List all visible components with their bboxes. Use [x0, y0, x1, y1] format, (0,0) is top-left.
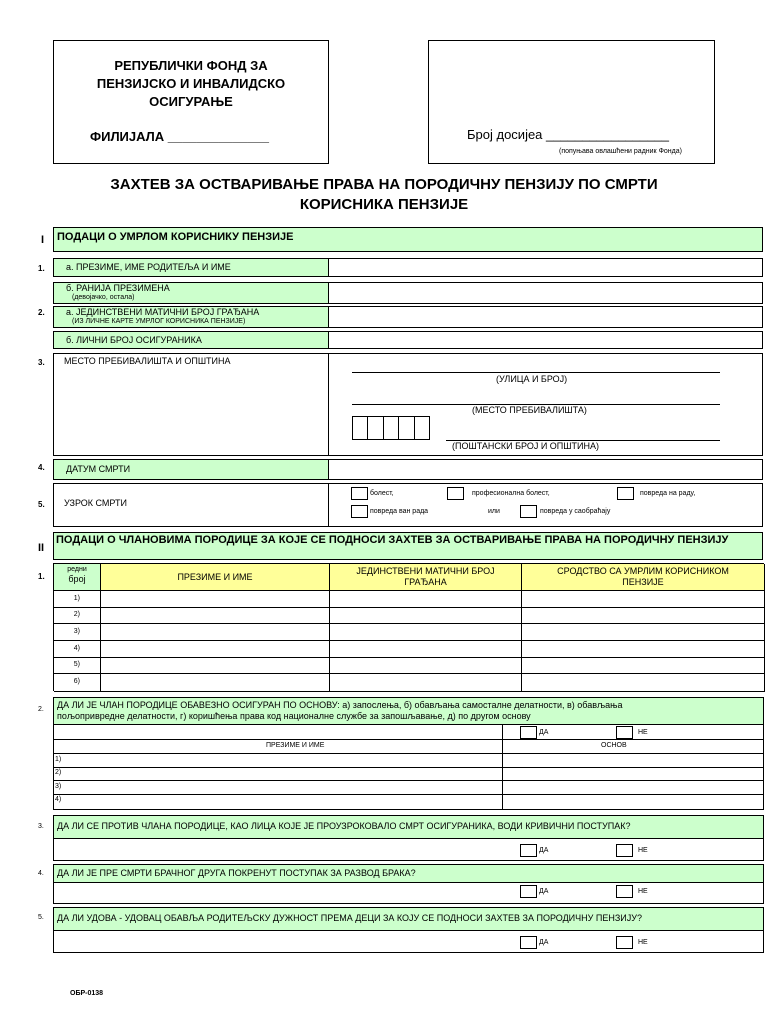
table-row-number: [54, 591, 101, 608]
q2-divider: [54, 739, 763, 740]
dossier-number-field[interactable]: Број досијеа _________________: [467, 127, 669, 142]
section2-item-number-5: 5.: [38, 914, 44, 921]
label-surname-parent-name-text: а. ПРЕЗИМЕ, ИМЕ РОДИТЕЉА И ИМЕ: [66, 262, 231, 272]
criminal-question-text: ДА ЛИ СЕ ПРОТИВ ЧЛАНА ПОРОДИЦЕ, КАО ЛИЦА КОЈЕ ЈЕ ПРОУЗРОКОВАЛО СМРТ ОСИГУРАНИКА, ВОДИ КРИВИЧНИ ПОСТУПАК?: [57, 821, 631, 831]
postal-caption: (ПОШТАНСКИ БРОЈ И ОПШТИНА): [452, 441, 599, 451]
branch-field[interactable]: ФИЛИЈАЛА ______________: [90, 129, 270, 144]
col-header-jmbg-line2: ГРАЂАНА: [404, 577, 447, 587]
row-label: 3): [73, 628, 80, 635]
q2-row-line: [54, 753, 763, 754]
checkbox-illness[interactable]: [351, 487, 368, 500]
item-number-2: 2.: [38, 308, 45, 317]
divorce-question-header: [54, 865, 763, 883]
q4-yes-checkbox[interactable]: [520, 885, 537, 898]
row-label: 6): [73, 678, 80, 685]
q3-no-label: НЕ: [638, 847, 648, 854]
section2-item-number-3: 3.: [38, 823, 44, 830]
q2-no-label: НЕ: [638, 729, 648, 736]
divorce-question-block: [53, 864, 764, 904]
table-row-number: [54, 674, 101, 692]
label-date-of-death-text: ДАТУМ СМРТИ: [66, 464, 131, 474]
item-number-5: 5.: [38, 500, 45, 509]
postal-code-boxes[interactable]: [352, 416, 430, 440]
section1-heading: [53, 227, 763, 252]
table-row-number: [54, 624, 101, 641]
table-cell-jmbg[interactable]: [330, 674, 522, 692]
divorce-question-text: ДА ЛИ ЈЕ ПРЕ СМРТИ БРАЧНОГ ДРУГА ПОКРЕНУТ ПОСТУПАК ЗА РАЗВОД БРАКА?: [57, 868, 416, 878]
parental-question-header: [54, 908, 763, 931]
q5-yes-checkbox[interactable]: [520, 936, 537, 949]
cause-nonwork-injury-label: повреда ван рада: [370, 508, 429, 515]
q2-yes-label: ДА: [539, 729, 549, 736]
dossier-box: [428, 40, 715, 164]
parental-question-block: [53, 907, 764, 953]
section1-heading-text: ПОДАЦИ О УМРЛОМ КОРИСНИКУ ПЕНЗИЈЕ: [57, 231, 294, 243]
table-cell-relation[interactable]: [522, 608, 765, 624]
item-number-1: 1.: [38, 264, 45, 273]
table-cell-name[interactable]: [101, 591, 330, 608]
q2-col-basis: ОСНОВ: [601, 742, 627, 749]
section2-item-number-1: 1.: [38, 572, 45, 581]
form-title-line2: КОРИСНИКА ПЕНЗИЈЕ: [299, 196, 469, 213]
q3-no-checkbox[interactable]: [616, 844, 633, 857]
input-date-of-death[interactable]: [328, 459, 763, 480]
table-row-number: [54, 608, 101, 624]
label-date-of-death: [53, 459, 329, 480]
label-previous-surnames-text: б. РАНИЈА ПРЕЗИМЕНА: [66, 283, 170, 293]
col-header-no-line2: број: [68, 574, 86, 584]
col-header-jmbg-line1: ЈЕДИНСТВЕНИ МАТИЧНИ БРОЈ: [356, 566, 495, 576]
label-cause-of-death: УЗРОК СМРТИ: [64, 498, 127, 508]
cause-illness-label: болест,: [370, 490, 394, 497]
cause-divider: [328, 483, 329, 527]
street-caption: (УЛИЦА И БРОЈ): [496, 374, 568, 384]
table-cell-jmbg[interactable]: [330, 658, 522, 674]
q2-row-label: 4): [55, 796, 62, 803]
form-code: ОБР-0138: [70, 990, 104, 997]
checkbox-traffic-injury[interactable]: [520, 505, 537, 518]
section2-item-number-4: 4.: [38, 870, 44, 877]
table-cell-relation[interactable]: [522, 591, 765, 608]
place-caption: (МЕСТО ПРЕБИВАЛИШТА): [472, 405, 587, 415]
row-label: 1): [73, 595, 80, 602]
criminal-question-header: [54, 816, 763, 839]
table-cell-jmbg[interactable]: [330, 591, 522, 608]
section1-roman: I: [41, 234, 45, 246]
table-cell-name[interactable]: [101, 624, 330, 641]
row-label: 5): [73, 661, 80, 668]
insurance-question-block: [53, 697, 764, 810]
table-cell-jmbg[interactable]: [330, 641, 522, 658]
q2-row-label: 3): [55, 783, 62, 790]
col-header-name: [101, 564, 330, 591]
label-jmbg-note: (ИЗ ЛИЧНЕ КАРТЕ УМРЛОГ КОРИСНИКА ПЕНЗИЈЕ): [72, 318, 246, 325]
q5-no-label: НЕ: [638, 939, 648, 946]
row-label: 2): [73, 611, 80, 618]
cause-or-label: или: [488, 508, 500, 515]
item-number-4: 4.: [38, 463, 45, 472]
table-cell-jmbg[interactable]: [330, 624, 522, 641]
cause-occupational-label: професионална болест,: [472, 490, 550, 497]
row-label: 4): [73, 645, 80, 652]
table-row-number: [54, 641, 101, 658]
q3-yes-label: ДА: [539, 847, 549, 854]
col-header-no-line1: редни: [67, 566, 87, 573]
table-cell-relation[interactable]: [522, 674, 765, 692]
input-previous-surnames[interactable]: [328, 282, 763, 304]
label-previous-surnames-note: (девојачко, остала): [72, 294, 135, 301]
cause-traffic-label: повреда у саобраћају: [540, 508, 611, 515]
table-cell-name[interactable]: [101, 658, 330, 674]
q4-no-checkbox[interactable]: [616, 885, 633, 898]
checkbox-work-injury[interactable]: [617, 487, 634, 500]
fund-name-line1: РЕПУБЛИЧКИ ФОНД ЗА: [114, 58, 268, 73]
insurance-question-header: [54, 698, 763, 725]
checkbox-occupational-illness[interactable]: [447, 487, 464, 500]
q5-yes-label: ДА: [539, 939, 549, 946]
col-header-name-text: ПРЕЗИМЕ И ИМЕ: [177, 572, 253, 582]
label-previous-surnames: [53, 282, 329, 304]
section2-heading: [53, 532, 763, 560]
input-surname-parent-name[interactable]: [328, 258, 763, 277]
q4-yes-label: ДА: [539, 888, 549, 895]
input-personal-insured-number[interactable]: [328, 331, 763, 349]
label-personal-insured-number: [53, 331, 329, 349]
col-header-relation-line2: ПЕНЗИЈЕ: [622, 577, 664, 587]
street-line[interactable]: [352, 372, 720, 373]
fund-name-line2: ПЕНЗИЈСКО И ИНВАЛИДСКО: [96, 76, 286, 91]
label-surname-parent-name: [53, 258, 329, 277]
col-header-relation-line1: СРОДСТВО СА УМРЛИМ КОРИСНИКОМ: [557, 566, 729, 576]
section2-heading-text: ПОДАЦИ О ЧЛАНОВИМА ПОРОДИЦЕ ЗА КОЈЕ СЕ ПОДНОСИ ЗАХТЕВ ЗА ОСТВАРИВАЊЕ ПРАВА НА ПОРОДИЧНУ ПЕНЗИЈУ: [56, 534, 729, 546]
table-cell-relation[interactable]: [522, 658, 765, 674]
label-jmbg: [53, 306, 329, 328]
q2-col-name: ПРЕЗИМЕ И ИМЕ: [266, 742, 325, 749]
input-jmbg[interactable]: [328, 306, 763, 328]
table-cell-name[interactable]: [101, 608, 330, 624]
dossier-note: (попуњава овлашћени радник Фонда): [559, 148, 682, 155]
table-cell-name[interactable]: [101, 674, 330, 692]
table-cell-name[interactable]: [101, 641, 330, 658]
q2-row-label: 2): [55, 769, 62, 776]
section2-item-number-2: 2.: [38, 706, 44, 713]
parental-question-text: ДА ЛИ УДОВА - УДОВАЦ ОБАВЉА РОДИТЕЉСКУ ДУЖНОСТ ПРЕМА ДЕЦИ ЗА КОЈУ СЕ ПОДНОСИ ЗАХТЕВ ЗА ПОРОДИЧНУ ПЕНЗИЈУ?: [57, 913, 642, 923]
family-members-table: [53, 563, 764, 691]
q2-row-line: [54, 794, 763, 795]
q5-no-checkbox[interactable]: [616, 936, 633, 949]
residence-divider: [328, 353, 329, 456]
col-header-relation: [522, 564, 765, 591]
q3-yes-checkbox[interactable]: [520, 844, 537, 857]
label-residence: МЕСТО ПРЕБИВАЛИШТА И ОПШТИНА: [64, 356, 231, 366]
label-personal-insured-number-text: б. ЛИЧНИ БРОЈ ОСИГУРАНИКА: [66, 335, 202, 345]
checkbox-nonwork-injury[interactable]: [351, 505, 368, 518]
q2-yes-checkbox[interactable]: [520, 726, 537, 739]
q2-row-label: 1): [55, 756, 62, 763]
col-header-jmbg: [330, 564, 522, 591]
insurance-question-line2: пољопривредне делатности, г) коришћења права код националне службе за запошљавање, д) по другом основу: [57, 711, 531, 721]
cause-work-injury-label: повреда на раду,: [640, 490, 696, 497]
q2-row-line: [54, 780, 763, 781]
table-cell-relation[interactable]: [522, 641, 765, 658]
q2-no-checkbox[interactable]: [616, 726, 633, 739]
form-title-line1: ЗАХТЕВ ЗА ОСТВАРИВАЊЕ ПРАВА НА ПОРОДИЧНУ ПЕНЗИЈУ ПО СМРТИ: [110, 176, 658, 193]
criminal-question-block: [53, 815, 764, 861]
insurance-question-line1: ДА ЛИ ЈЕ ЧЛАН ПОРОДИЦЕ ОБАВЕЗНО ОСИГУРАН ПО ОСНОВУ: а) запослења, б) обављања самосталне делатности, в) обављања: [57, 700, 623, 710]
label-jmbg-text: а. ЈЕДИНСТВЕНИ МАТИЧНИ БРОЈ ГРАЂАНА: [66, 307, 260, 317]
section2-roman: II: [38, 542, 45, 554]
table-cell-jmbg[interactable]: [330, 608, 522, 624]
q4-no-label: НЕ: [638, 888, 648, 895]
q2-row-line: [54, 767, 763, 768]
col-header-no: [54, 564, 101, 591]
table-cell-relation[interactable]: [522, 624, 765, 641]
fund-header-box: [53, 40, 329, 164]
fund-name-line3: ОСИГУРАЊЕ: [149, 94, 233, 109]
table-row-number: [54, 658, 101, 674]
item-number-3: 3.: [38, 358, 45, 367]
